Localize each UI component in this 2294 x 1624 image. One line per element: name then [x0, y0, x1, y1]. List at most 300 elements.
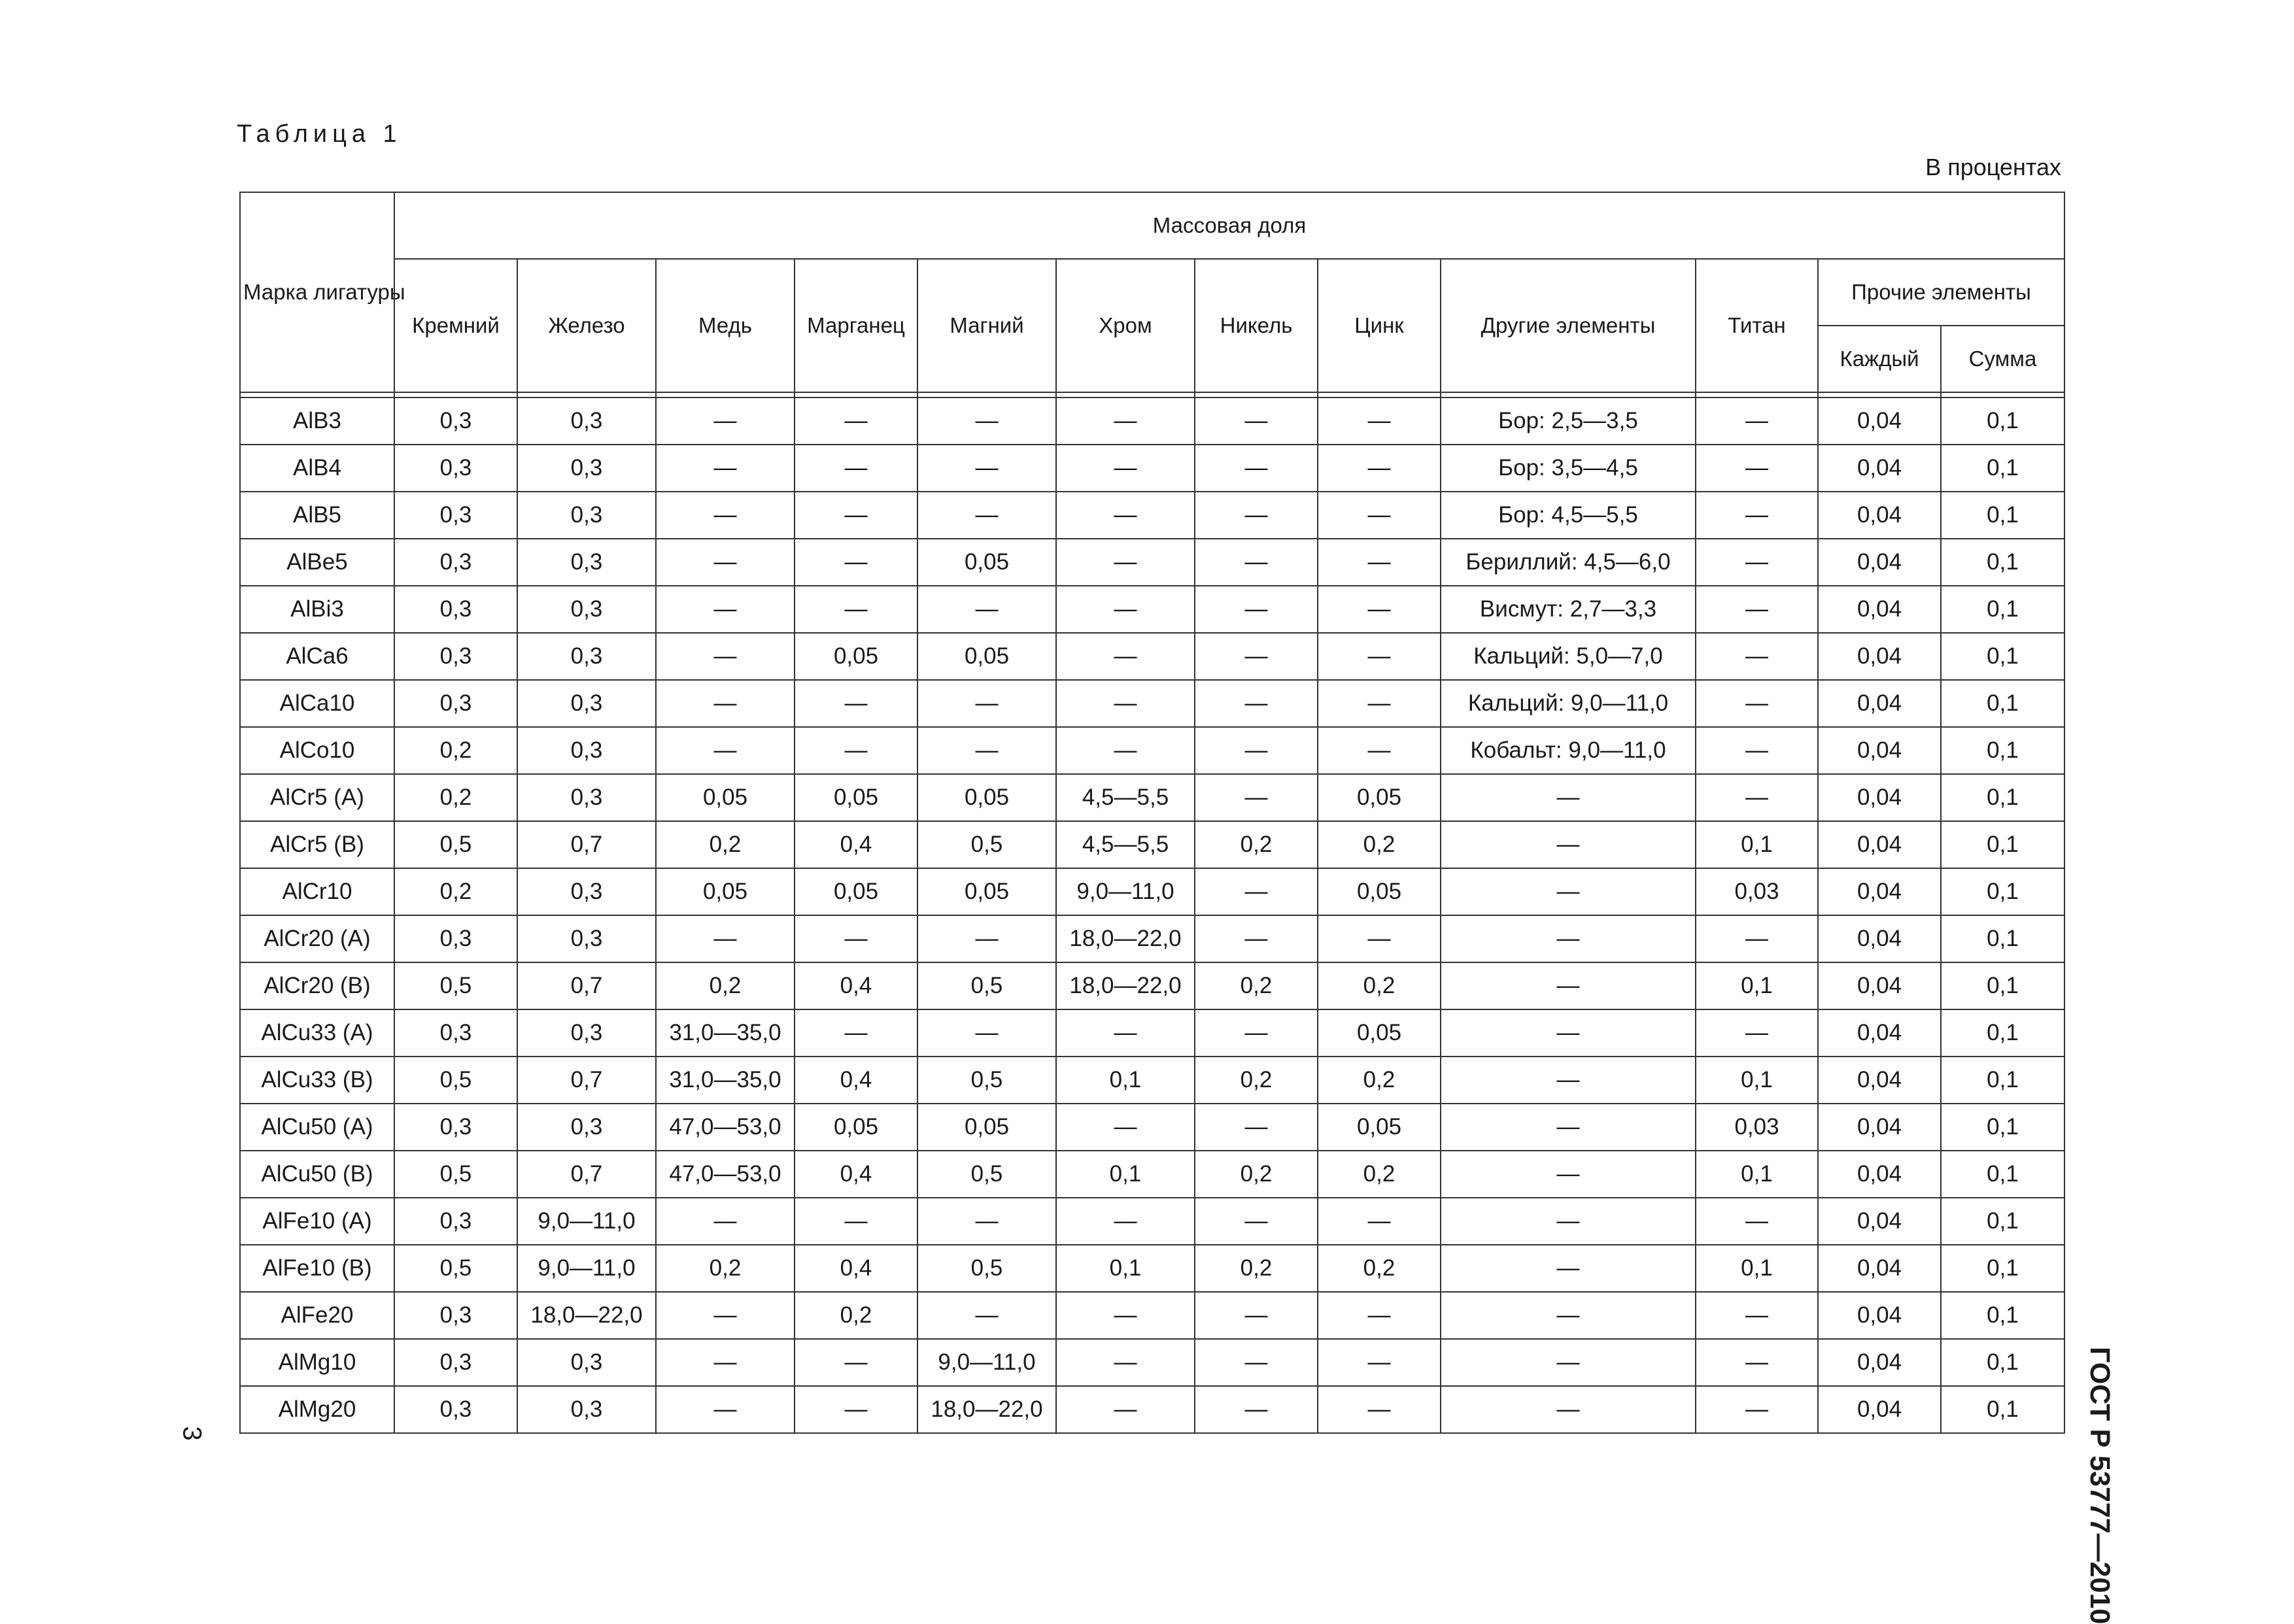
value-cell: — [1056, 1386, 1195, 1433]
value-cell: — [1696, 915, 1818, 962]
value-cell: 0,04 [1818, 1009, 1941, 1057]
value-cell: 0,5 [394, 1151, 517, 1198]
header-col: Магний [917, 259, 1056, 392]
value-cell: — [1195, 774, 1318, 821]
value-cell: — [1441, 1009, 1696, 1057]
value-cell: 0,1 [1941, 445, 2064, 492]
value-cell: 0,1 [1941, 1151, 2064, 1198]
value-cell: 0,1 [1941, 586, 2064, 633]
value-cell: — [1696, 1339, 1818, 1386]
value-cell: 0,04 [1818, 868, 1941, 915]
value-cell: — [917, 398, 1056, 445]
value-cell: — [1195, 1292, 1318, 1339]
value-cell: 0,3 [517, 492, 656, 539]
value-cell: 0,04 [1818, 1292, 1941, 1339]
value-cell: 4,5—5,5 [1056, 821, 1195, 868]
value-cell: 18,0—22,0 [517, 1292, 656, 1339]
value-cell: 0,1 [1941, 1245, 2064, 1292]
value-cell: 0,1 [1941, 680, 2064, 727]
grade-cell: AlFe10 (A) [240, 1198, 394, 1245]
value-cell: 0,7 [517, 962, 656, 1009]
value-cell: — [917, 727, 1056, 774]
value-cell: 0,1 [1941, 821, 2064, 868]
value-cell: 0,1 [1941, 962, 2064, 1009]
value-cell: 0,3 [394, 492, 517, 539]
value-cell: 0,3 [517, 586, 656, 633]
value-cell: 0,05 [917, 868, 1056, 915]
value-cell: 0,04 [1818, 1245, 1941, 1292]
value-cell: — [1696, 398, 1818, 445]
value-cell: — [917, 586, 1056, 633]
value-cell: 0,05 [656, 774, 795, 821]
value-cell: — [1696, 539, 1818, 586]
value-cell: — [1696, 445, 1818, 492]
value-cell: 0,04 [1818, 1386, 1941, 1433]
value-cell: 0,05 [917, 1104, 1056, 1151]
value-cell: 9,0—11,0 [917, 1339, 1056, 1386]
value-cell: 0,3 [394, 915, 517, 962]
value-cell: — [1441, 1339, 1696, 1386]
value-cell: 0,3 [394, 1292, 517, 1339]
value-cell: — [1696, 727, 1818, 774]
value-cell: 0,1 [1941, 398, 2064, 445]
header-col: Марганец [795, 259, 917, 392]
value-cell: — [795, 1339, 917, 1386]
grade-cell: AlCr5 (B) [240, 821, 394, 868]
value-cell: — [917, 1198, 1056, 1245]
value-cell: 0,3 [394, 1104, 517, 1151]
value-cell: — [1441, 1198, 1696, 1245]
value-cell: — [656, 1198, 795, 1245]
value-cell: 0,3 [394, 586, 517, 633]
value-cell: — [795, 586, 917, 633]
value-cell: 0,05 [1318, 1104, 1441, 1151]
value-cell: 47,0—53,0 [656, 1151, 795, 1198]
value-cell: — [1441, 1292, 1696, 1339]
value-cell: 0,2 [656, 1245, 795, 1292]
value-cell: 0,03 [1696, 1104, 1818, 1151]
value-cell: 0,3 [394, 1198, 517, 1245]
value-cell: — [1195, 680, 1318, 727]
header-sum: Сумма [1941, 326, 2064, 392]
table-row [240, 1292, 2064, 1339]
value-cell: 18,0—22,0 [1056, 962, 1195, 1009]
value-cell: 0,04 [1818, 1198, 1941, 1245]
value-cell: — [917, 445, 1056, 492]
value-cell: — [1441, 962, 1696, 1009]
value-cell: 9,0—11,0 [517, 1245, 656, 1292]
header-col: Кремний [394, 259, 517, 392]
table-row [240, 774, 2064, 821]
value-cell: — [656, 1292, 795, 1339]
value-cell: 0,1 [1941, 633, 2064, 680]
value-cell: — [1195, 868, 1318, 915]
value-cell: 0,5 [394, 821, 517, 868]
table-row [240, 398, 2064, 445]
value-cell: 31,0—35,0 [656, 1057, 795, 1104]
value-cell: — [1318, 586, 1441, 633]
value-cell: Бор: 2,5—3,5 [1441, 398, 1696, 445]
value-cell: — [1056, 1292, 1195, 1339]
value-cell: 0,3 [394, 445, 517, 492]
value-cell: 0,2 [1195, 1057, 1318, 1104]
table-row [240, 821, 2064, 868]
table-row [240, 915, 2064, 962]
value-cell: 0,2 [1318, 1057, 1441, 1104]
value-cell: — [1195, 445, 1318, 492]
value-cell: 0,7 [517, 1151, 656, 1198]
value-cell: 0,1 [1941, 774, 2064, 821]
value-cell: 0,1 [1941, 915, 2064, 962]
value-cell: 0,1 [1056, 1057, 1195, 1104]
grade-cell: AlCr20 (A) [240, 915, 394, 962]
value-cell: — [1195, 1009, 1318, 1057]
value-cell: 0,05 [795, 1104, 917, 1151]
value-cell: — [1696, 1292, 1818, 1339]
value-cell: — [656, 445, 795, 492]
value-cell: 0,3 [394, 633, 517, 680]
value-cell: 0,04 [1818, 915, 1941, 962]
alloy-composition-table [239, 192, 2065, 1434]
value-cell: 4,5—5,5 [1056, 774, 1195, 821]
value-cell: 0,5 [394, 1245, 517, 1292]
grade-cell: AlCo10 [240, 727, 394, 774]
value-cell: 0,5 [394, 1057, 517, 1104]
value-cell: — [1318, 398, 1441, 445]
value-cell: 0,5 [917, 1245, 1056, 1292]
value-cell: — [795, 492, 917, 539]
value-cell: Кальций: 5,0—7,0 [1441, 633, 1696, 680]
header-col: Другие элементы [1441, 259, 1696, 392]
value-cell: 0,2 [1318, 962, 1441, 1009]
value-cell: — [1318, 1339, 1441, 1386]
header-each: Каждый [1818, 326, 1941, 392]
value-cell: 0,05 [1318, 774, 1441, 821]
table-row [240, 1009, 2064, 1057]
value-cell: — [795, 445, 917, 492]
value-cell: 0,4 [795, 962, 917, 1009]
value-cell: — [1318, 445, 1441, 492]
value-cell: — [656, 492, 795, 539]
value-cell: 0,4 [795, 1151, 917, 1198]
header-col: Хром [1056, 259, 1195, 392]
value-cell: — [1195, 1104, 1318, 1151]
value-cell: 0,04 [1818, 492, 1941, 539]
value-cell: 0,3 [394, 398, 517, 445]
value-cell: 0,3 [394, 539, 517, 586]
value-cell: — [1441, 1386, 1696, 1433]
value-cell: — [1318, 680, 1441, 727]
table-row [240, 680, 2064, 727]
value-cell: — [1056, 1198, 1195, 1245]
value-cell: 0,4 [795, 1245, 917, 1292]
header-col: Железо [517, 259, 656, 392]
value-cell: — [795, 539, 917, 586]
header-mass-fraction: Массовая доля [394, 192, 2064, 259]
value-cell: 0,5 [394, 962, 517, 1009]
value-cell: — [1318, 727, 1441, 774]
value-cell: — [1195, 915, 1318, 962]
value-cell: 0,1 [1941, 868, 2064, 915]
grade-cell: AlCu50 (A) [240, 1104, 394, 1151]
value-cell: 0,05 [917, 774, 1056, 821]
value-cell: — [917, 492, 1056, 539]
value-cell: 0,4 [795, 821, 917, 868]
value-cell: 0,04 [1818, 586, 1941, 633]
value-cell: 0,2 [656, 821, 795, 868]
value-cell: 0,3 [394, 1386, 517, 1433]
grade-cell: AlB3 [240, 398, 394, 445]
table-row [240, 492, 2064, 539]
value-cell: Бор: 3,5—4,5 [1441, 445, 1696, 492]
value-cell: 0,3 [517, 1386, 656, 1433]
table-row [240, 633, 2064, 680]
grade-cell: AlMg10 [240, 1339, 394, 1386]
value-cell: — [917, 1009, 1056, 1057]
value-cell: 0,1 [1941, 492, 2064, 539]
value-cell: — [1195, 1386, 1318, 1433]
value-cell: — [1195, 398, 1318, 445]
value-cell: — [1056, 1009, 1195, 1057]
table-row [240, 962, 2064, 1009]
grade-cell: AlCa6 [240, 633, 394, 680]
value-cell: — [1195, 586, 1318, 633]
value-cell: 0,3 [517, 680, 656, 727]
value-cell: 0,04 [1818, 680, 1941, 727]
value-cell: 0,2 [1318, 1245, 1441, 1292]
value-cell: — [656, 1386, 795, 1433]
value-cell: — [1696, 680, 1818, 727]
value-cell: 0,2 [1195, 1151, 1318, 1198]
value-cell: — [917, 680, 1056, 727]
standard-id: ГОСТ Р 53777—2010 [2084, 1347, 2115, 1624]
value-cell: 0,05 [795, 868, 917, 915]
value-cell: — [1056, 586, 1195, 633]
value-cell: — [917, 1292, 1056, 1339]
value-cell: Висмут: 2,7—3,3 [1441, 586, 1696, 633]
value-cell: 0,03 [1696, 868, 1818, 915]
value-cell: 0,04 [1818, 539, 1941, 586]
grade-cell: AlCr20 (B) [240, 962, 394, 1009]
page-number: 3 [177, 1426, 207, 1441]
value-cell: 0,2 [394, 774, 517, 821]
value-cell: — [1441, 1057, 1696, 1104]
table-row [240, 1198, 2064, 1245]
value-cell: 0,1 [1941, 1057, 2064, 1104]
value-cell: — [795, 1198, 917, 1245]
value-cell: 0,1 [1696, 962, 1818, 1009]
value-cell: — [1056, 398, 1195, 445]
value-cell: 0,04 [1818, 774, 1941, 821]
value-cell: — [656, 680, 795, 727]
value-cell: 0,2 [1195, 962, 1318, 1009]
value-cell: — [795, 1009, 917, 1057]
value-cell: — [1195, 539, 1318, 586]
value-cell: 0,1 [1056, 1151, 1195, 1198]
value-cell: 0,1 [1941, 1292, 2064, 1339]
value-cell: — [917, 915, 1056, 962]
value-cell: 0,04 [1818, 821, 1941, 868]
value-cell: — [1318, 915, 1441, 962]
value-cell: 0,3 [517, 727, 656, 774]
value-cell: 0,1 [1696, 1245, 1818, 1292]
header-col: Цинк [1318, 259, 1441, 392]
value-cell: — [656, 398, 795, 445]
header-col: Никель [1195, 259, 1318, 392]
value-cell: 0,1 [1696, 1057, 1818, 1104]
value-cell: — [1441, 1104, 1696, 1151]
value-cell: — [1318, 1386, 1441, 1433]
value-cell: — [1056, 680, 1195, 727]
value-cell: 0,1 [1941, 1104, 2064, 1151]
value-cell: 0,05 [656, 868, 795, 915]
value-cell: — [1441, 821, 1696, 868]
grade-cell: AlCa10 [240, 680, 394, 727]
value-cell: 9,0—11,0 [1056, 868, 1195, 915]
grade-cell: AlBe5 [240, 539, 394, 586]
value-cell: 0,1 [1941, 1009, 2064, 1057]
table-row [240, 1245, 2064, 1292]
value-cell: — [1195, 492, 1318, 539]
value-cell: 0,05 [1318, 868, 1441, 915]
value-cell: 0,3 [394, 1009, 517, 1057]
value-cell: 0,5 [917, 1151, 1056, 1198]
value-cell: 0,3 [517, 1104, 656, 1151]
value-cell: — [795, 727, 917, 774]
value-cell: 0,05 [1318, 1009, 1441, 1057]
value-cell: 0,3 [517, 1339, 656, 1386]
value-cell: — [1696, 1198, 1818, 1245]
value-cell: 0,04 [1818, 445, 1941, 492]
header-col: Титан [1696, 259, 1818, 392]
value-cell: 0,1 [1941, 1339, 2064, 1386]
value-cell: 0,04 [1818, 633, 1941, 680]
value-cell: — [1441, 915, 1696, 962]
grade-cell: AlCu33 (A) [240, 1009, 394, 1057]
table-caption: Таблица 1 [237, 120, 402, 148]
value-cell: Бериллий: 4,5—6,0 [1441, 539, 1696, 586]
value-cell: 0,1 [1941, 1198, 2064, 1245]
table-row [240, 727, 2064, 774]
value-cell: — [1056, 727, 1195, 774]
value-cell: — [656, 633, 795, 680]
value-cell: 0,2 [394, 868, 517, 915]
value-cell: — [1696, 586, 1818, 633]
value-cell: — [1056, 1104, 1195, 1151]
table-row [240, 539, 2064, 586]
header-other-elements: Прочие элементы [1818, 259, 2064, 326]
value-cell: — [1441, 774, 1696, 821]
value-cell: 18,0—22,0 [1056, 915, 1195, 962]
value-cell: — [656, 539, 795, 586]
value-cell: — [1318, 1292, 1441, 1339]
value-cell: — [1195, 727, 1318, 774]
value-cell: 0,2 [394, 727, 517, 774]
value-cell: 0,04 [1818, 398, 1941, 445]
value-cell: 0,2 [1195, 1245, 1318, 1292]
value-cell: 0,05 [795, 774, 917, 821]
value-cell: 31,0—35,0 [656, 1009, 795, 1057]
value-cell: 0,05 [917, 539, 1056, 586]
value-cell: 0,04 [1818, 1057, 1941, 1104]
grade-cell: AlCr10 [240, 868, 394, 915]
value-cell: — [1696, 1386, 1818, 1433]
value-cell: 0,5 [917, 1057, 1056, 1104]
value-cell: 0,3 [517, 633, 656, 680]
value-cell: — [1056, 492, 1195, 539]
value-cell: — [1441, 868, 1696, 915]
value-cell: — [1696, 492, 1818, 539]
value-cell: 0,1 [1941, 727, 2064, 774]
table-row [240, 1104, 2064, 1151]
value-cell: 0,4 [795, 1057, 917, 1104]
value-cell: 0,5 [917, 962, 1056, 1009]
value-cell: — [1056, 633, 1195, 680]
value-cell: — [795, 398, 917, 445]
value-cell: 0,04 [1818, 1104, 1941, 1151]
value-cell: 0,3 [517, 398, 656, 445]
value-cell: 0,2 [795, 1292, 917, 1339]
value-cell: 0,7 [517, 821, 656, 868]
table-row [240, 586, 2064, 633]
value-cell: 0,04 [1818, 1151, 1941, 1198]
value-cell: 0,3 [517, 1009, 656, 1057]
value-cell: — [1318, 539, 1441, 586]
grade-cell: AlFe10 (B) [240, 1245, 394, 1292]
value-cell: 0,1 [1941, 1386, 2064, 1433]
value-cell: 0,7 [517, 1057, 656, 1104]
header-col: Медь [656, 259, 795, 392]
grade-cell: AlBi3 [240, 586, 394, 633]
grade-cell: AlMg20 [240, 1386, 394, 1433]
value-cell: 0,1 [1696, 1151, 1818, 1198]
value-cell: 0,2 [1318, 1151, 1441, 1198]
value-cell: 0,1 [1941, 539, 2064, 586]
value-cell: Кобальт: 9,0—11,0 [1441, 727, 1696, 774]
value-cell: 0,04 [1818, 962, 1941, 1009]
value-cell: — [1056, 539, 1195, 586]
value-cell: — [656, 915, 795, 962]
value-cell: 0,2 [1195, 821, 1318, 868]
value-cell: — [1318, 1198, 1441, 1245]
value-cell: — [1696, 1009, 1818, 1057]
value-cell: — [1318, 633, 1441, 680]
value-cell: — [1441, 1151, 1696, 1198]
grade-cell: AlB4 [240, 445, 394, 492]
value-cell: 0,3 [517, 868, 656, 915]
value-cell: 0,5 [917, 821, 1056, 868]
table-row [240, 445, 2064, 492]
grade-cell: AlCu50 (B) [240, 1151, 394, 1198]
units-label: В процентах [1925, 154, 2061, 180]
table-row [240, 1057, 2064, 1104]
table-row [240, 1386, 2064, 1433]
value-cell: — [656, 586, 795, 633]
value-cell: — [1696, 633, 1818, 680]
value-cell: 0,05 [917, 633, 1056, 680]
grade-cell: AlCr5 (A) [240, 774, 394, 821]
value-cell: — [1696, 774, 1818, 821]
header-grade: Марка лигатуры [240, 192, 394, 392]
value-cell: 0,3 [517, 539, 656, 586]
value-cell: 0,3 [394, 680, 517, 727]
value-cell: 0,3 [517, 915, 656, 962]
value-cell: 0,1 [1696, 821, 1818, 868]
value-cell: — [1195, 633, 1318, 680]
value-cell: — [656, 1339, 795, 1386]
value-cell: 0,3 [517, 445, 656, 492]
value-cell: — [1056, 445, 1195, 492]
